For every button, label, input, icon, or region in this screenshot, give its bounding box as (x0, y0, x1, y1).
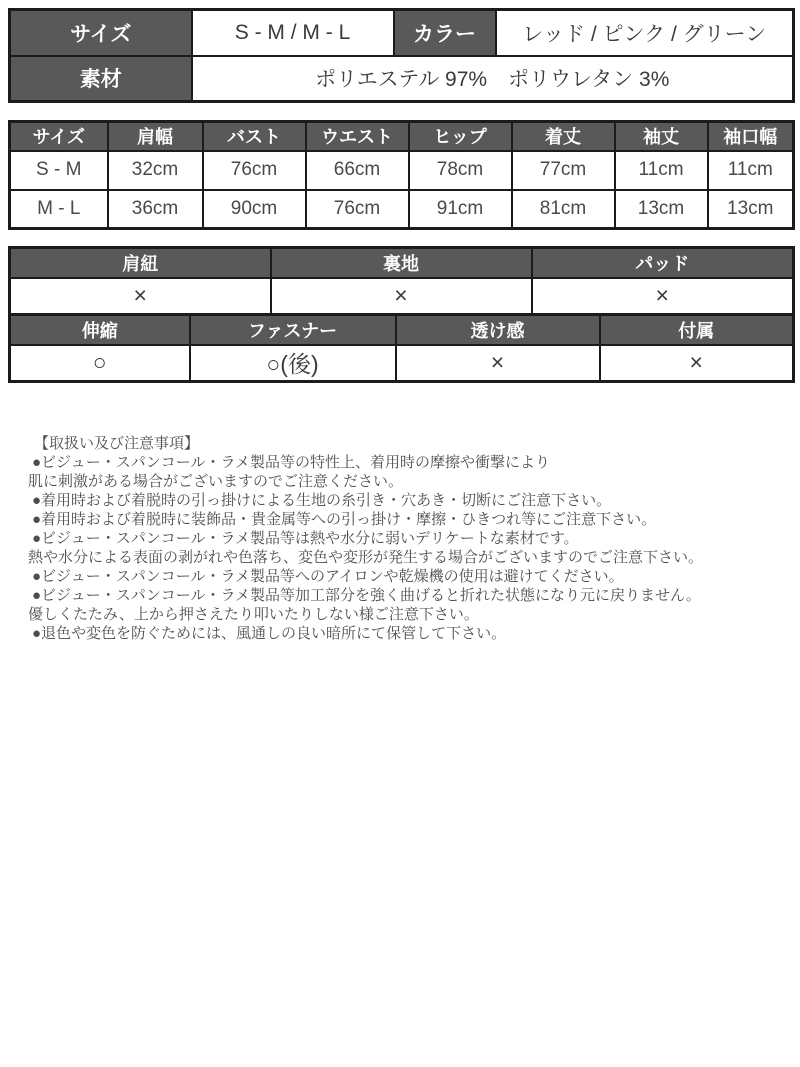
header-size: サイズ (10, 122, 108, 151)
care-note-line: ●ビジュー・スパンコール・ラメ製品等の特性上、着用時の摩擦や衝撃により (32, 454, 551, 471)
header-pad: パッド (532, 248, 794, 278)
measurement-cell: 91cm (409, 190, 512, 229)
feature-cell-stretch: ○ (10, 345, 190, 382)
care-note-line: ●ビジュー・スパンコール・ラメ製品等は熱や水分に弱いデリケートな素材です。 (32, 530, 579, 547)
care-notes-title: 【取扱い及び注意事項】 (34, 435, 200, 452)
measurements-table (8, 120, 795, 230)
measurement-cell: 13cm (708, 190, 794, 229)
measurement-cell: 11cm (708, 151, 794, 190)
measurement-cell: 76cm (203, 151, 306, 190)
row-size-label: S - M (10, 151, 108, 190)
care-notes (28, 434, 790, 643)
features-table-3col (8, 246, 795, 316)
feature-cell-fastener: ○(後) (190, 345, 396, 382)
measurement-cell: 11cm (615, 151, 708, 190)
measurement-cell: 77cm (512, 151, 615, 190)
measurement-cell: 81cm (512, 190, 615, 229)
care-note-line: ●ビジュー・スパンコール・ラメ製品等加工部分を強く曲げると折れた状態になり元に戻りません。 (32, 587, 701, 604)
header-fastener: ファスナー (190, 315, 396, 345)
measurements-header-row (10, 122, 794, 151)
feature-cell-sheerness: × (396, 345, 600, 382)
feature-cell-pad: × (532, 278, 794, 315)
header-lining: 裏地 (271, 248, 532, 278)
header-sheerness: 透け感 (396, 315, 600, 345)
header-bust: バスト (203, 122, 306, 151)
material-value: ポリエステル 97% ポリウレタン 3% (192, 56, 794, 102)
feature-cell-shoulder-strap: × (10, 278, 271, 315)
care-note-line: ●着用時および着脱時に装飾品・貴金属等への引っ掛け・摩擦・ひきつれ等にご注意下さい。 (32, 511, 657, 528)
measurement-cell: 66cm (306, 151, 409, 190)
measurement-cell: 90cm (203, 190, 306, 229)
header-shoulder-strap: 肩紐 (10, 248, 271, 278)
table-row (10, 151, 794, 190)
size-value: S - M / M - L (192, 10, 394, 56)
color-label: カラー (394, 10, 496, 56)
care-note-line: ●着用時および着脱時の引っ掛けによる生地の糸引き・穴あき・切断にご注意下さい。 (32, 492, 612, 509)
table-row (10, 190, 794, 229)
measurement-cell: 36cm (108, 190, 203, 229)
header-waist: ウエスト (306, 122, 409, 151)
header-stretch: 伸縮 (10, 315, 190, 345)
measurement-cell: 13cm (615, 190, 708, 229)
row-size-label: M - L (10, 190, 108, 229)
header-length: 着丈 (512, 122, 615, 151)
features-table-4col (8, 313, 795, 383)
feature-cell-lining: × (271, 278, 532, 315)
measurement-cell: 76cm (306, 190, 409, 229)
care-note-line: ●退色や変色を防ぐためには、風通しの良い暗所にて保管して下さい。 (32, 625, 507, 642)
care-note-line: 肌に刺激がある場合がございますのでご注意ください。 (28, 473, 404, 490)
material-label: 素材 (10, 56, 192, 102)
header-accessories: 付属 (600, 315, 794, 345)
care-note-line: ●ビジュー・スパンコール・ラメ製品等へのアイロンや乾燥機の使用は避けてください。 (32, 568, 624, 585)
header-shoulder-width: 肩幅 (108, 122, 203, 151)
measurement-cell: 32cm (108, 151, 203, 190)
header-hip: ヒップ (409, 122, 512, 151)
care-note-line: 熱や水分による表面の剥がれや色落ち、変色や変形が発生する場合がございますのでご注意下さい。 (28, 549, 704, 566)
measurement-cell: 78cm (409, 151, 512, 190)
size-label: サイズ (10, 10, 192, 56)
color-value: レッド / ピンク / グリーン (496, 10, 794, 56)
header-cuff-width: 袖口幅 (708, 122, 794, 151)
size-color-material-table (8, 8, 795, 103)
header-sleeve-length: 袖丈 (615, 122, 708, 151)
care-note-line: 優しくたたみ、上から押さえたり叩いたりしない様ご注意下さい。 (28, 606, 479, 623)
feature-cell-accessories: × (600, 345, 794, 382)
